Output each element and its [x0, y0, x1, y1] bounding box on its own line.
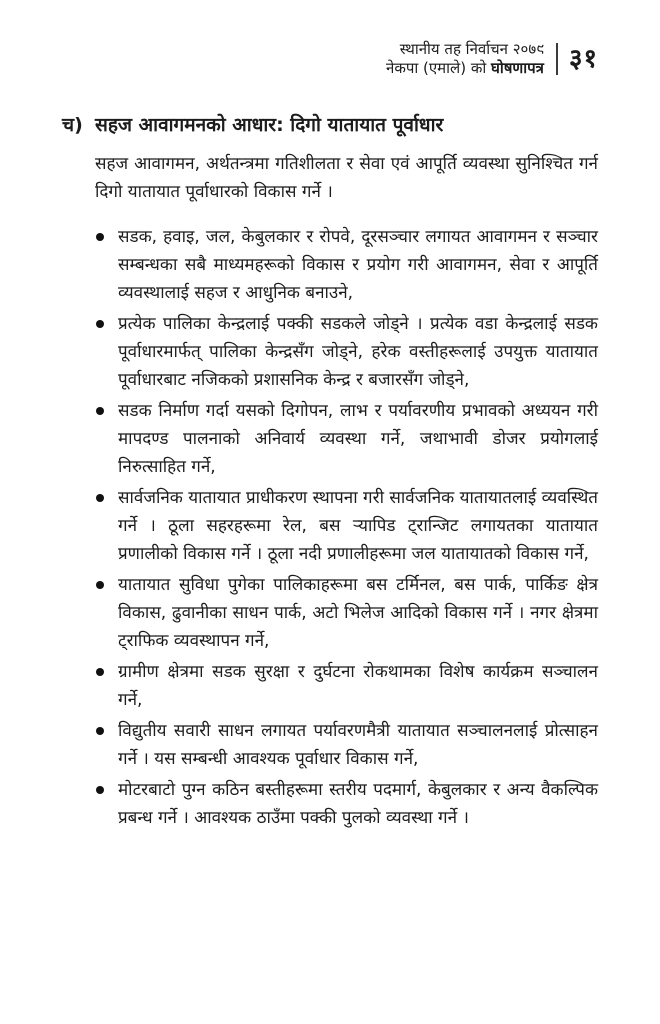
page-number: ३१	[568, 44, 598, 74]
list-item-text: यातायात सुविधा पुगेका पालिकाहरूमा बस टर्मिनल, बस पार्क, पार्किङ क्षेत्र विकास, ढुवानीका साधन पार्क, अटो भिलेज आदिको विकास गर्ने । नगर क्षेत्रमा ट्राफिक व्यवस्थापन गर्ने,	[118, 575, 598, 651]
list-item-text: ग्रामीण क्षेत्रमा सडक सुरक्षा र दुर्घटना रोकथामका विशेष कार्यक्रम सञ्चालन गर्ने,	[118, 662, 598, 710]
bullet-icon	[96, 407, 104, 415]
header-line1: स्थानीय तह निर्वाचन २०७९	[399, 40, 544, 58]
list-item	[95, 223, 598, 307]
section-title: सहज आवागमनको आधार: दिगो यातायात पूर्वाधार	[95, 114, 444, 136]
list-item	[95, 484, 598, 568]
running-header	[386, 40, 598, 78]
list-item-text: विद्युतीय सवारी साधन लगायत पर्यावरणमैत्री यातायात सञ्चालनलाई प्रोत्साहन गर्ने । यस सम्बन्धी आवश्यक पूर्वाधार विकास गर्ने,	[118, 721, 598, 769]
bullet-icon	[96, 320, 104, 328]
list-item-text: सडक, हवाइ, जल, केबुलकार र रोपवे, दूरसञ्चार लगायत आवागमन र सञ्चार सम्बन्धका सबै माध्यमहरूको विकास र प्रयोग गरी आवागमन, सेवा र आपूर्ति व्यवस्थालाई सहज र आधुनिक बनाउने,	[118, 227, 598, 303]
header-line2-regular: नेकपा (एमाले) को	[386, 59, 491, 77]
list-item	[95, 717, 598, 773]
bullet-icon	[96, 786, 104, 794]
bullet-icon	[96, 727, 104, 735]
header-line2	[386, 59, 544, 78]
section-transport	[0, 112, 660, 835]
list-item-text: सडक निर्माण गर्दा यसको दिगोपन, लाभ र पर्यावरणीय प्रभावको अध्ययन गरी मापदण्ड पालनाको अनिवार्य व्यवस्था गर्ने, जथाभावी डोजर प्रयोगलाई निरुत्साहित गर्ने,	[118, 401, 598, 477]
list-item	[95, 310, 598, 394]
bullet-icon	[96, 494, 104, 502]
bullet-list	[95, 223, 598, 832]
header-line2-bold: घोषणापत्र	[491, 59, 544, 77]
section-marker: च)	[62, 114, 83, 136]
list-item	[95, 776, 598, 832]
bullet-icon	[96, 233, 104, 241]
list-item-text: सार्वजनिक यातायात प्राधीकरण स्थापना गरी सार्वजनिक यातायातलाई व्यवस्थित गर्ने । ठूला सहरहरूमा रेल, बस ऱ्यापिड ट्रान्जिट लगायतका यातायात प्रणालीको विकास गर्ने । ठूला नदी प्रणालीहरूमा जल यातायातको विकास गर्ने,	[118, 488, 598, 564]
bullet-icon	[96, 668, 104, 676]
header-text	[386, 40, 544, 78]
list-item-text: प्रत्येक पालिका केन्द्रलाई पक्की सडकले जोड्ने । प्रत्येक वडा केन्द्रलाई सडक पूर्वाधारमार्फत् पालिका केन्द्रसँग जोड्ने, हरेक वस्तीहरूलाई उपयुक्त यातायात पूर्वाधारबाट नजिकको प्रशासनिक केन्द्र र बजारसँग जोड्ने,	[118, 314, 598, 390]
list-item	[95, 397, 598, 481]
section-intro: सहज आवागमन, अर्थतन्त्रमा गतिशीलता र सेवा एवं आपूर्ति व्यवस्था सुनिश्चित गर्न दिगो यातायात पूर्वाधारको विकास गर्ने ।	[95, 154, 598, 202]
list-item-text: मोटरबाटो पुग्न कठिन बस्तीहरूमा स्तरीय पदमार्ग, केबुलकार र अन्य वैकल्पिक प्रबन्ध गर्ने । आवश्यक ठाउँमा पक्की पुलको व्यवस्था गर्ने ।	[118, 780, 598, 828]
list-item	[95, 658, 598, 714]
header-divider	[556, 43, 558, 75]
bullet-icon	[96, 581, 104, 589]
list-item	[95, 571, 598, 655]
section-heading-row	[62, 112, 598, 139]
